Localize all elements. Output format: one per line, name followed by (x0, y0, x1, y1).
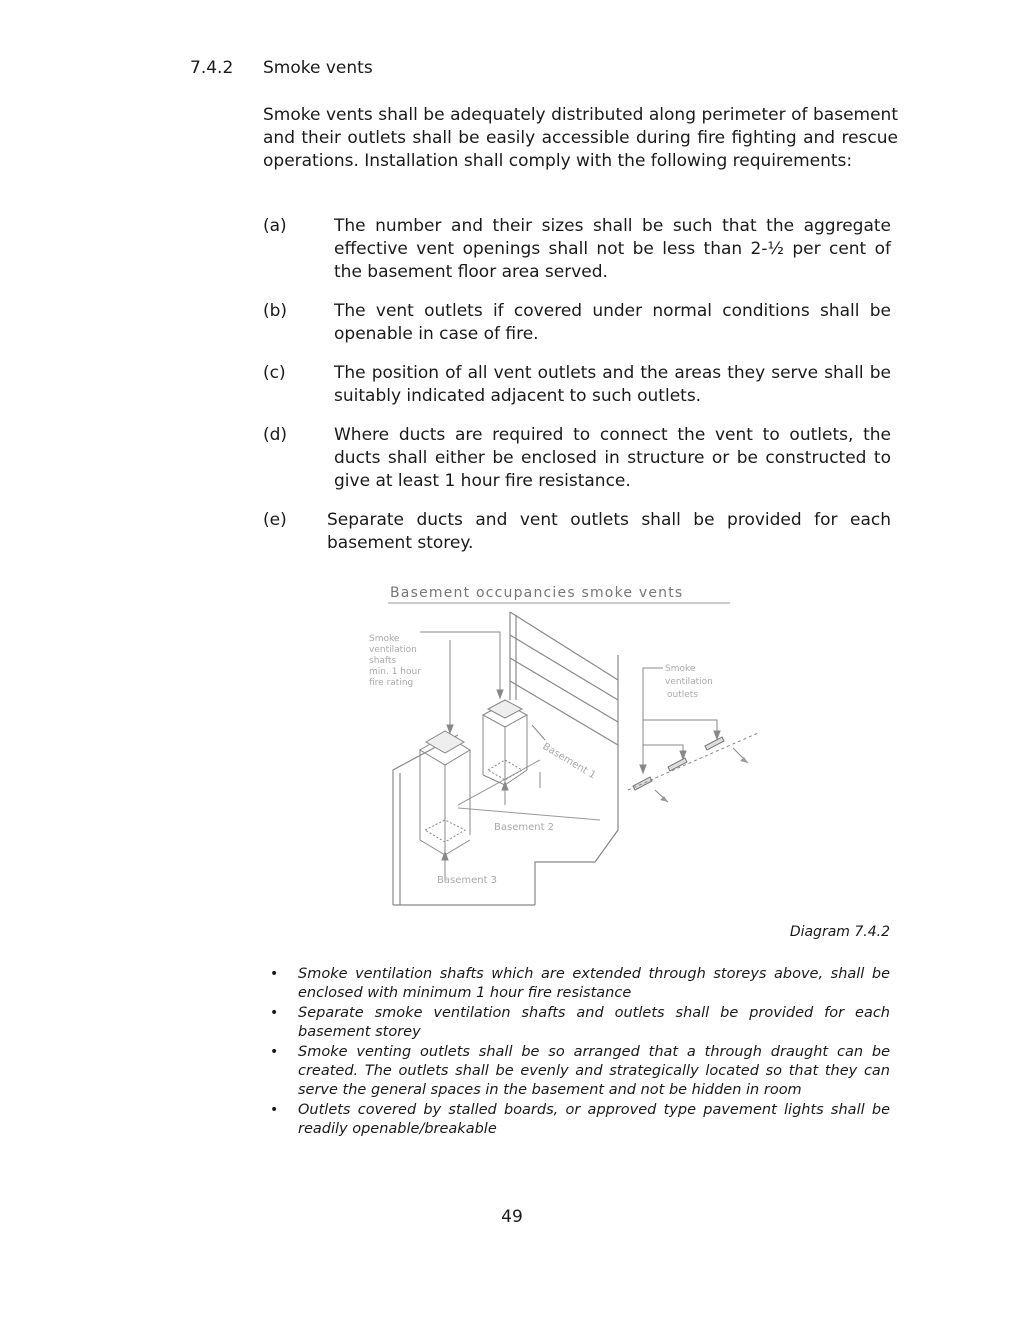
shaft-front (420, 731, 470, 855)
list-item-text: Smoke venting outlets shall be so arranged that a through draught can be created. The outlets shall be evenly and strategically located so that they can serve the general spaces in the basement and not be hidden in room (298, 1043, 890, 1099)
notes-list (270, 965, 890, 1140)
outlets-label-line: Smoke (665, 664, 696, 674)
requirement-text: The vent outlets if covered under normal conditions shall be openable in case of fire. (334, 301, 891, 344)
diagram-caption: Diagram 7.4.2 (789, 924, 890, 940)
shaft-rear (483, 700, 527, 785)
requirement-letter: (b) (263, 301, 288, 321)
bullet-marker: • (270, 1101, 279, 1118)
shafts-label-line: ventilation (369, 645, 417, 655)
section-heading (190, 58, 373, 78)
requirement-text: The number and their sizes shall be such that the aggregate effective vent openings shall not be less than 2-½ per cent of the basement floor area served. (334, 216, 891, 282)
shafts-label-line: min. 1 hour (369, 667, 421, 677)
shafts-label (369, 634, 421, 688)
list-item-text: Smoke ventilation shafts which are extended through storeys above, shall be enclosed with minimum 1 hour fire resistance (298, 966, 890, 1002)
shafts-label-line: fire rating (369, 678, 414, 688)
list-item-text: Outlets covered by stalled boards, or approved type pavement lights shall be readily openable/breakable (298, 1101, 890, 1138)
diagram-title: Basement occupancies smoke vents (390, 585, 684, 601)
outlets-label-line: ventilation (665, 677, 713, 687)
basement-1-label: Basement 1 (540, 741, 598, 782)
list-item (270, 1004, 890, 1043)
requirement-letter: (e) (263, 510, 287, 530)
list-item-text: Separate smoke ventilation shafts and outlets shall be provided for each basement storey (298, 1004, 890, 1041)
basement-2-label: Basement 2 (494, 822, 555, 833)
requirement-text: The position of all vent outlets and the areas they serve shall be suitably indicated adjacent to such outlets. (334, 363, 891, 406)
requirement-text: Where ducts are required to connect the vent to outlets, the ducts shall either be enclosed in structure or be constructed to give at least 1 hour fire resistance. (334, 425, 891, 491)
page-number: 49 (501, 1207, 523, 1227)
bullet-marker: • (270, 966, 279, 982)
list-item (270, 965, 890, 1004)
section-number: 7.4.2 (190, 58, 234, 78)
outlets-label (665, 664, 713, 700)
requirement-letter: (d) (263, 425, 288, 445)
basement-smoke-vents-diagram (360, 575, 760, 920)
section-title: Smoke vents (263, 58, 373, 78)
intro-paragraph: Smoke vents shall be adequately distributed along perimeter of basement and their outlets shall be easily accessible during fire fighting and rescue operations. Installation shall comply with the following requirements: (263, 105, 898, 171)
requirement-letter: (a) (263, 216, 287, 236)
list-item (270, 1043, 890, 1101)
bullet-marker: • (270, 1004, 279, 1021)
basement-3-label: Basement 3 (437, 875, 498, 886)
shafts-label-line: Smoke (369, 634, 400, 644)
leader-lines (420, 632, 720, 773)
requirement-text: Separate ducts and vent outlets shall be provided for each basement storey. (327, 510, 891, 553)
bullet-marker: • (270, 1043, 279, 1060)
outlets-label-line: outlets (667, 690, 698, 700)
shafts-label-line: shafts (369, 656, 397, 666)
list-item (270, 1101, 890, 1140)
requirement-letter: (c) (263, 363, 286, 383)
